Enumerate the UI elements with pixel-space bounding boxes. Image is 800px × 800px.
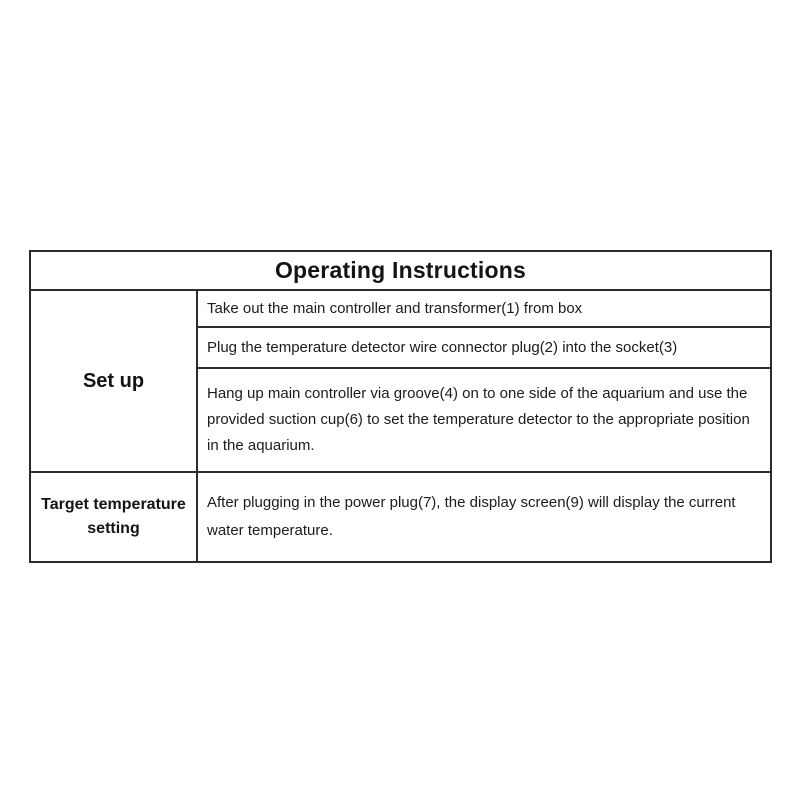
setup-step-1: Take out the main controller and transformer(1) from box bbox=[198, 291, 770, 328]
target-temperature-step-1: After plugging in the power plug(7), the display screen(9) will display the current water temperature. bbox=[198, 473, 770, 561]
table-title: Operating Instructions bbox=[31, 252, 770, 291]
setup-step-2: Plug the temperature detector wire connector plug(2) into the socket(3) bbox=[198, 328, 770, 369]
section-label-set-up: Set up bbox=[31, 291, 198, 473]
setup-step-3: Hang up main controller via groove(4) on to one side of the aquarium and use the provided suction cup(6) to set the temperature detector to the appropriate position in the aquarium. bbox=[198, 369, 770, 473]
operating-instructions-table bbox=[29, 250, 772, 563]
section-label-target-temperature-setting: Target temperature setting bbox=[31, 473, 198, 561]
